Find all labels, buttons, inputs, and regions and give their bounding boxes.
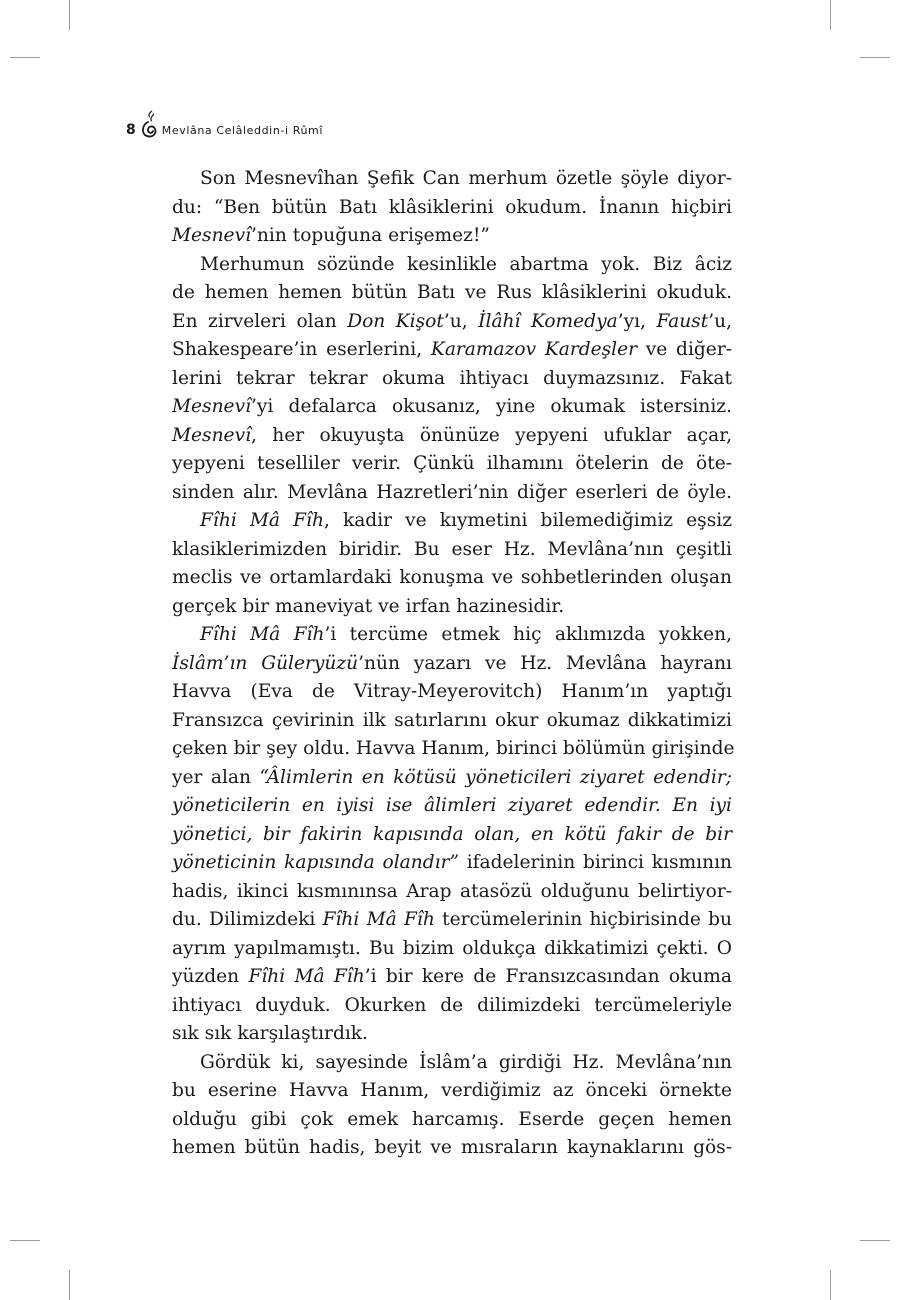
text-line	[172, 678, 732, 707]
text-span: meclis ve ortamlardaki konuşma ve sohbetlerinden oluşan	[172, 567, 732, 588]
text-span: sık sık karşılaştırdık.	[172, 1023, 368, 1044]
text-line	[172, 308, 732, 337]
text-line	[172, 593, 732, 622]
text-line	[172, 963, 732, 992]
text-span: Gördük ki, sayesinde İslâm’a girdiği Hz. Mevlâna’nın	[200, 1051, 732, 1073]
text-span: Shakespeare’in eserlerini,	[172, 339, 431, 360]
italic-span: Fîhi Mâ Fîh	[248, 966, 365, 987]
italic-span: Faust	[656, 310, 709, 332]
text-line	[172, 849, 732, 878]
text-span: ifadelerinin birinci kısmının	[458, 852, 732, 873]
italic-span: “Âlimlerin en kötüsü yöneticileri ziyaret edendir;	[259, 766, 733, 788]
text-span: ihtiyacı duyduk. Okurken de dilimizdeki tercümeleriyle	[172, 994, 732, 1016]
paragraph	[172, 1049, 732, 1163]
text-span: yer alan	[172, 766, 260, 788]
page-number: 8	[126, 122, 136, 138]
text-line	[172, 450, 732, 479]
text-line	[172, 336, 732, 365]
text-span: Havva (Eva de Vitray-Meyerovitch) Hanım’ın yaptığı	[172, 681, 732, 702]
text-span: Merhumun sözünde kesinlikle abartma yok. Biz âciz	[200, 253, 732, 275]
text-span: yüzden	[172, 966, 249, 987]
calligraphy-ornament-icon	[139, 108, 159, 140]
text-span: Son Mesnevîhan Şefik Can merhum özetle şöyle diyor-	[200, 168, 732, 189]
text-line	[172, 564, 732, 593]
crop-mark-top-right	[830, 0, 831, 30]
italic-span: Fîhi Mâ Fîh	[200, 624, 325, 645]
text-line	[172, 1020, 732, 1049]
text-span: tercümelerinin hiçbirisinde bu	[434, 909, 732, 930]
text-line	[172, 821, 732, 850]
text-line	[172, 792, 732, 821]
text-line	[172, 906, 732, 935]
italic-span: İslâm’ın Güleryüzü	[172, 652, 359, 674]
text-line	[172, 279, 732, 308]
text-span: En zirveleri olan	[172, 310, 348, 332]
body-text	[172, 165, 735, 1163]
running-header	[126, 118, 323, 142]
text-line	[172, 222, 732, 251]
text-span: ’i tercüme etmek hiç aklımızda yokken,	[324, 624, 732, 645]
crop-mark-bottom-left	[69, 1270, 70, 1300]
text-span: ’yi defalarca okusanız, yine okumak istersiniz.	[251, 396, 732, 417]
text-span: bu eserine Havva Hanım, verdiğimiz az önceki örnekte	[172, 1080, 732, 1101]
text-line	[172, 935, 732, 964]
italic-span: İlâhî Komedya	[478, 310, 618, 332]
text-line	[172, 507, 732, 536]
italic-span: Mesnevî	[172, 424, 252, 446]
italic-span: Fîhi Mâ Fîh	[322, 909, 435, 930]
text-span: hemen bütün hadis, beyit ve mısraların kaynaklarını gös-	[172, 1137, 732, 1158]
crop-mark-left-bottom	[10, 1240, 40, 1241]
text-span: ’u,	[708, 310, 732, 332]
crop-mark-left-top	[10, 57, 40, 58]
italic-span: yönetici, bir fakirin kapısında olan, en kötü fakir de bir	[172, 823, 732, 845]
text-span: hadis, ikinci kısmınınsa Arap atasözü olduğunu belirtiyor-	[172, 880, 732, 902]
text-span: lerini tekrar tekrar okuma ihtiyacı duymazsınız. Fakat	[172, 367, 732, 389]
italic-span: yöneticilerin en iyisi ise âlimleri ziyaret edendir. En iyi	[172, 795, 732, 816]
text-span: olduğu gibi çok emek harcamış. Eserde geçen hemen	[172, 1108, 732, 1130]
text-span: ayrım yapılmamıştı. Bu bizim oldukça dikkatimizi çekti. O	[172, 937, 732, 959]
text-span: sinden alır. Mevlâna Hazretleri’nin diğer eserleri de öyle.	[172, 481, 732, 503]
text-span: klasiklerimizden biridir. Bu eser Hz. Mevlâna’nın çeşitli	[172, 538, 732, 560]
text-line	[172, 621, 732, 650]
text-span: çeken bir şey oldu. Havva Hanım, birinci bölümün girişinde	[172, 738, 735, 759]
text-line	[172, 1049, 732, 1078]
paragraph	[172, 507, 732, 621]
italic-span: yöneticinin kapısında olandır”	[172, 852, 459, 873]
text-line	[172, 165, 732, 194]
text-span: , kadir ve kıymetini bilemediğimiz eşsiz	[323, 510, 733, 531]
text-span: du: “Ben bütün Batı klâsiklerini okudum. İnanın hiçbiri	[172, 196, 732, 218]
crop-mark-top-left	[69, 0, 70, 30]
text-span: , her okuyuşta önünüze yepyeni ufuklar açar,	[251, 424, 732, 446]
text-line	[172, 536, 732, 565]
text-span: ’yı,	[617, 310, 657, 332]
text-line	[172, 1106, 732, 1135]
italic-span: Karamazov Kardeşler	[430, 339, 638, 360]
paragraph	[172, 165, 732, 251]
text-line	[172, 422, 732, 451]
italic-span: Don Kişot	[347, 310, 444, 332]
text-span: yepyeni teselliler verir. Çünkü ilhamını ötelerin de öte-	[172, 453, 732, 474]
text-line	[172, 194, 732, 223]
text-line	[172, 650, 732, 679]
text-span: ’i bir kere de Fransızcasından okuma	[364, 966, 732, 987]
paragraph	[172, 251, 732, 508]
text-span: du. Dilimizdeki	[172, 909, 323, 930]
text-line	[172, 479, 732, 508]
text-line	[172, 735, 735, 764]
text-span: ’nün yazarı ve Hz. Mevlâna hayranı	[358, 652, 732, 674]
text-span: ’nin topuğuna erişemez!”	[251, 225, 490, 246]
text-span: ve diğer-	[637, 339, 732, 360]
running-title: Mevlâna Celâleddin-i Rûmî	[161, 123, 323, 137]
text-span: de hemen hemen bütün Batı ve Rus klâsiklerini okuduk.	[172, 282, 732, 303]
italic-span: Fîhi Mâ Fîh	[200, 510, 324, 531]
crop-mark-right-bottom	[860, 1240, 890, 1241]
text-line	[172, 365, 732, 394]
text-line	[172, 1077, 732, 1106]
text-span: Fransızca çevirinin ilk satırlarını okur okumaz dikkatimizi	[172, 709, 732, 731]
crop-mark-bottom-right	[830, 1270, 831, 1300]
text-line	[172, 393, 732, 422]
italic-span: Mesnevî	[172, 396, 252, 417]
text-span: gerçek bir maneviyat ve irfan hazinesidir.	[172, 595, 565, 617]
text-line	[172, 764, 732, 793]
text-line	[172, 707, 732, 736]
text-span: ’u,	[443, 310, 479, 332]
crop-mark-right-top	[860, 57, 890, 58]
text-line	[172, 992, 732, 1021]
text-line	[172, 251, 732, 280]
text-line	[172, 878, 732, 907]
text-line	[172, 1134, 732, 1163]
italic-span: Mesnevî	[172, 225, 252, 246]
paragraph	[172, 621, 735, 1049]
